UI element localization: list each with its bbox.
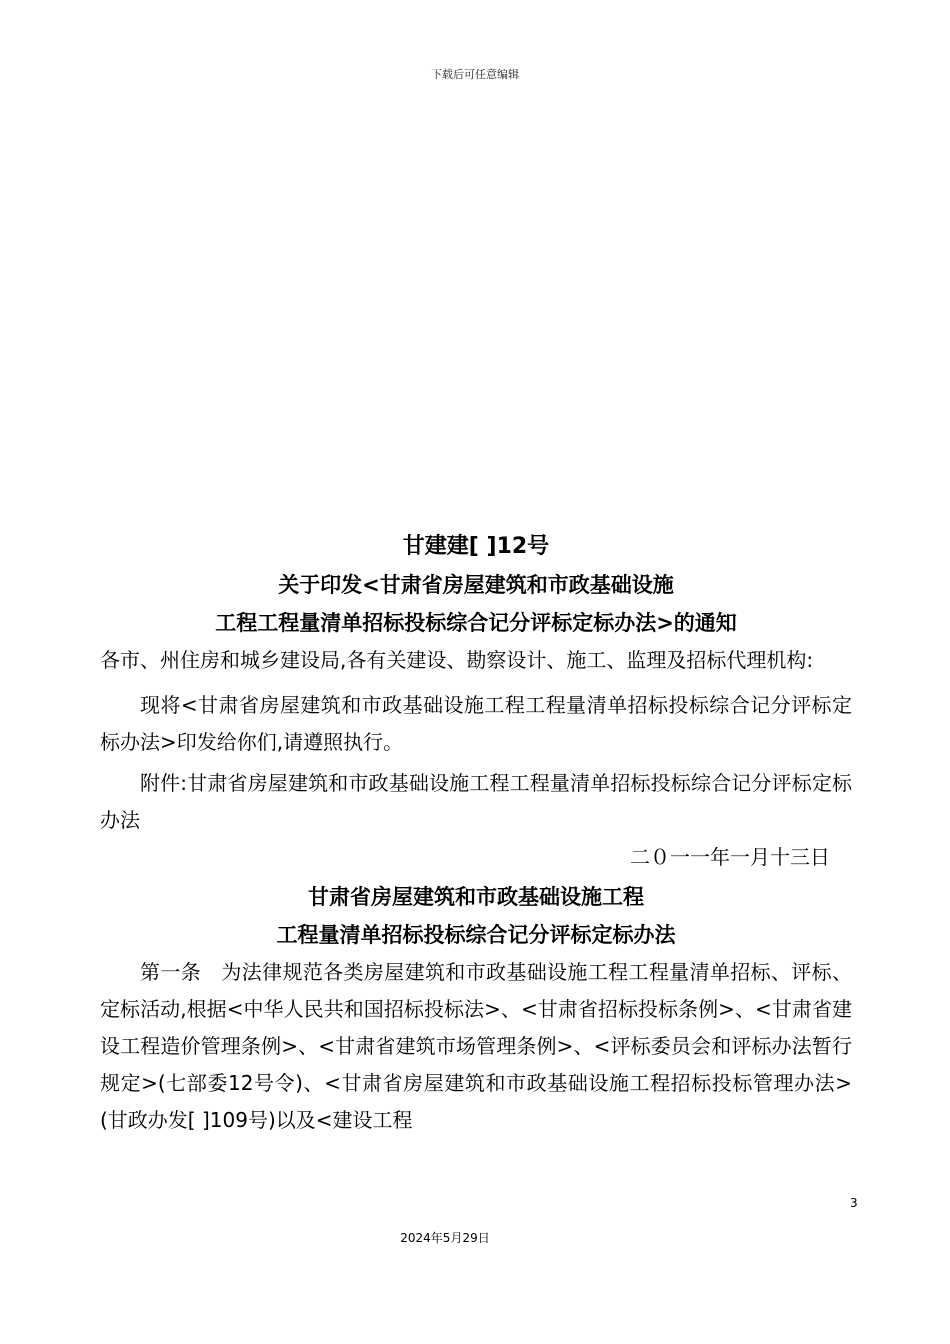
attachment-line: 附件:甘肃省房屋建筑和市政基础设施工程工程量清单招标投标综合记分评标定标办法 xyxy=(100,771,852,832)
article-1: 第一条 为法律规范各类房屋建筑和市政基础设施工程工程量清单招标、评标、定标活动,根据<中华人民共和国招标投标法>、<甘肃省招标投标条例>、<甘肃省建设工程造价管理条例>、<甘肃省建筑市场管理条例>、<评标委员会和评标办法暂行规定>(七部委12号令)、<甘肃省房屋建筑和市政基础设施工程招标投标管理办法>(甘政办发[ ]109号)以及<建设工程 xyxy=(100,960,852,1132)
footer-date: 2024年5月29日 xyxy=(400,1231,490,1245)
document-number: 甘建建[ ]12号 xyxy=(402,534,550,559)
issue-date: 二０一一年一月十三日 xyxy=(630,845,830,869)
body-paragraph: 现将<甘肃省房屋建筑和市政基础设施工程工程量清单招标投标综合记分评标定标办法>印发给你们,请遵照执行。 xyxy=(100,693,852,754)
addressee: 各市、州住房和城乡建设局,各有关建设、勘察设计、施工、监理及招标代理机构: xyxy=(100,648,814,672)
header-note: 下载后可任意编辑 xyxy=(431,68,519,81)
document-content xyxy=(100,528,852,1139)
notice-title-line1: 关于印发<甘肃省房屋建筑和市政基础设施 xyxy=(278,573,674,597)
page-number: 3 xyxy=(850,1196,858,1210)
rules-title-line1: 甘肃省房屋建筑和市政基础设施工程 xyxy=(308,885,644,909)
notice-title-line2: 工程工程量清单招标投标综合记分评标定标办法>的通知 xyxy=(215,611,737,635)
rules-title-line2: 工程量清单招标投标综合记分评标定标办法 xyxy=(276,923,676,947)
